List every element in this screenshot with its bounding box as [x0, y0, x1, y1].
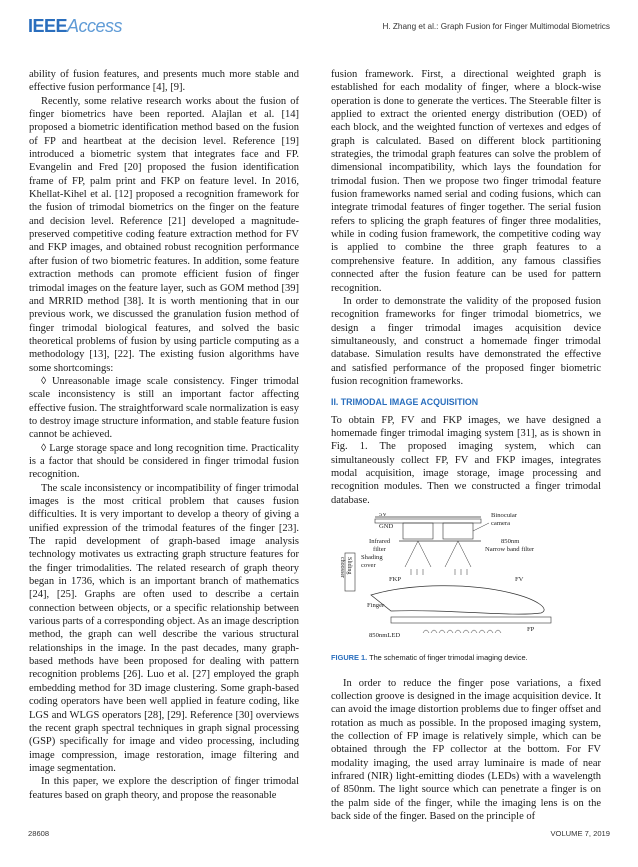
paragraph: fusion framework. First, a directional weighted graph is established for each modality of finger, where a block-wise operation is done to generate the vertices. The Steerable filter is applied to extract the oriented energy distribution (OED) of each block, and the weighted function of vertexes and edges of graph is calculated. Based on different block partitioning strategies, the trimodal graph features can solve the problem of dimensional incompatibility, which lays the foundation for trimodal fusion. Then we propose two finger trimodal feature fusion frameworks named serial and coding fusions, which can integrate trimodal features of finger together. The serial fusion refers to splicing the graph features of finger three modalities, while in coding fusion framework, the competitive coding way is applied to combine the three graph features to a comprehensive feature. In addition, any famous classifies connected after the fusion feature can be used for pattern recognition.	[331, 69, 601, 294]
paragraph: ◊ Large storage space and long recognition time. Practicality is a factor that should be considered in finger trimodal fusion recognition.	[29, 442, 299, 481]
label-narrow-band-filter: Narrow band filter	[485, 546, 535, 553]
right-column	[331, 68, 601, 823]
volume-label: VOLUME 7, 2019	[550, 829, 610, 838]
label-cover: cover	[361, 562, 376, 569]
paragraph: In this paper, we explore the description of finger trimodal features based on graph theory, and propose the reasonable	[29, 776, 299, 801]
label-gnd: GND	[379, 523, 394, 530]
label-camera: camera	[491, 520, 511, 527]
label-finger: Finger	[367, 602, 385, 609]
label-chooser: choosser	[339, 557, 345, 578]
label-sliding: Sliding	[346, 557, 352, 575]
paragraph: To obtain FP, FV and FKP images, we have designed a homemade finger trimodal imaging system [31], as is shown in Fig. 1. The proposed imaging system, which can simultaneously collect FP, FV and FKP images, integrates modal acquisition, image storage, image processing and recognition modules. Then we constructed a finger trimodal database.	[331, 414, 601, 506]
label-infrared: Infrared	[369, 538, 391, 545]
label-850nm-led: 850nmLED	[369, 632, 401, 639]
label-filter: filter	[373, 546, 386, 553]
running-head: H. Zhang et al.: Graph Fusion for Finger Multimodal Biometrics	[382, 22, 610, 31]
page-number: 28608	[28, 829, 50, 838]
label-shading: Shading	[361, 554, 383, 561]
paragraph: ability of fusion features, and presents much more stable and effective fusion performance [4], [9].	[29, 69, 299, 94]
paragraph: In order to demonstrate the validity of the proposed fusion recognition frameworks for finger trimodal biometrics, we design a finger trimodal images acquisition device simultaneously, and construct a homemade finger trimodal database. Simulation results have demonstrated the effective and satisfied performance of the proposed finger biometric fusion recognition frameworks.	[331, 295, 601, 387]
paragraph: In order to reduce the finger pose variations, a fixed collection groove is designed in the image acquisition device. It can avoid the image distortion problems due to finger offset and rotation as much as possible. In the proposed imaging system, the collection of FP image is relatively simple, which can be obtained through the FP collector at the bottom. For FV modality imaging, the used array luminaire is made of near infrared (NIR) light-emitting diodes (LEDs) with a wavelength of 850nm. The light source which can penetrate a finger is on the palm side of the finger, while the imaging lens is on the back side of the finger. Based on the principle of	[331, 677, 601, 823]
section-heading: II. TRIMODAL IMAGE ACQUISITION	[331, 397, 479, 408]
label-binocular: Binocular	[491, 513, 518, 519]
paragraph: ◊ Unreasonable image scale consistency. Finger trimodal scale inconsistency is still an important factor affecting effective fusion. The straightforward scale normalization is easy to destroy image structure information, and stable feature fusion cannot be achieved.	[29, 375, 299, 441]
page-footer	[28, 829, 610, 841]
page-header	[28, 16, 610, 40]
figure-caption: FIGURE 1. The schematic of finger trimodal imaging device.	[331, 653, 528, 663]
label-5v: 5V	[379, 513, 388, 518]
figure-1-device-schematic	[331, 513, 601, 643]
label-850nm: 850nm	[501, 538, 520, 545]
paragraph: Recently, some relative research works about the fusion of finger biometrics have been reported. Alajlan et al. [14] proposed a biometric identification method based on the fusion of FP and heartbeat at the decision level. Reference [19] introduced a biometric system that integrates face and FP. Evangelin and Fred [20] proposed the fusion identification frame of FP, palm print and FKP on feature level. In 2016, Khellat-Kihel et al. [12] proposed a recognition framework for the fusion of trimodal biometrics on the finger on the feature and decision level. Reference [21] developed a magnitude-preserved competitive coding feature extraction method for FV and FKP images, and obtained robust recognition performance after fusion of two biometric features. In addition, some feature extraction methods can promote efficient fusion of finger trimodal images on the feature layer, such as GOM method [39] and MRRID method [38]. It is worth mentioning that in our previous work, we discussed the granulation fusion method of finger trimodal biological features, and solved the basic theoretical problems of fusion by using particle computing as a methodology [13], [22]. The existing fusion algorithms have some shortcomings:	[29, 95, 299, 374]
label-fp: FP	[527, 626, 535, 633]
paragraph: The scale inconsistency or incompatibility of finger trimodal images is the most critical problem that causes fusion difficulties. It is very important to develop a theory of giving a unified expression of the trimodal features of the finger [23]. The rapid development of graph-based image analysis technology motivates us extracting graph structure features for the finger trimodalities. The related research of graph theory began in 1736, which is an important branch of mathematics [24], [25]. Graphs are often used to describe a certain connection between objects, or a specific relationship between various parts of a corresponding object. As an image description method, the graph can well describe the various structural relationships in the image. In the past decades, many graph-based methods have been proposed for dealing with pattern recognition problems [26]. Luo et al. [27] employed the graph embedding method for 3D image clustering. Some graph-based coding operators have been well applied in feature coding, like LGS and WLGS operators [28], [29]. Reference [30] overviews the recent graph spectral techniques in graph signal processing (GSP) specifically for image and video processing, including image compression, image restoration, image filtering and image segmentation.	[29, 482, 300, 774]
journal-logo: IEEEAccess	[28, 16, 123, 36]
label-fv: FV	[515, 576, 524, 583]
left-column	[29, 68, 299, 802]
label-fkp: FKP	[389, 576, 402, 583]
